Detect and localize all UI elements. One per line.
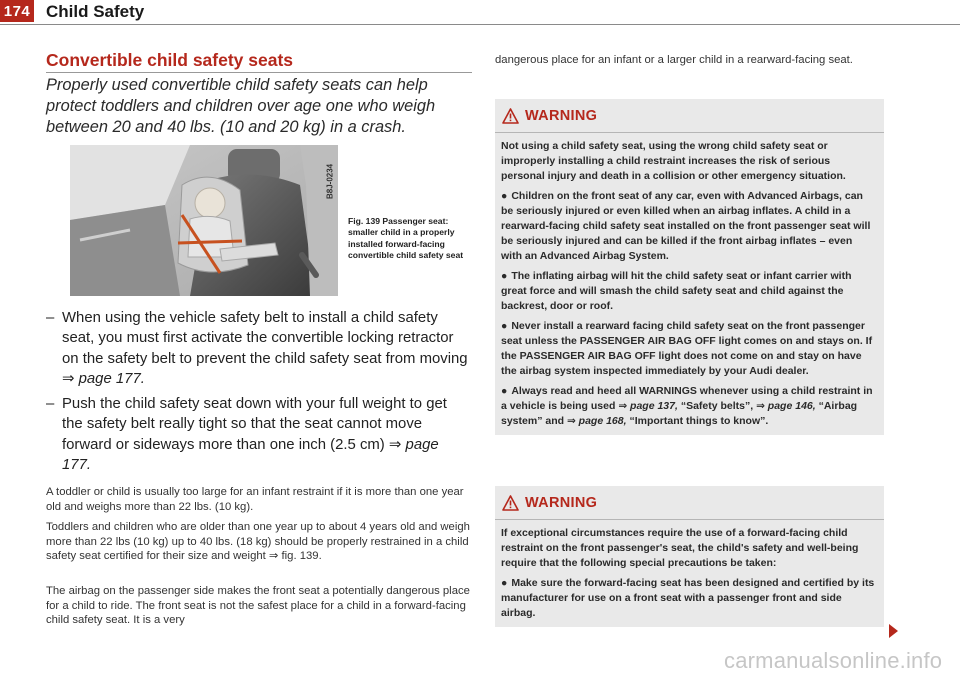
watermark: carmanualsonline.info bbox=[724, 648, 943, 673]
continue-arrow-icon bbox=[889, 624, 898, 638]
right-intro-paragraph: dangerous place for an infant or a larger child in a rearward-facing seat. bbox=[495, 54, 853, 66]
figure-caption: Fig. 139 Passenger seat: smaller child in a properly installed forward-facing convertible child safety seat bbox=[348, 216, 464, 260]
step-item bbox=[46, 308, 471, 390]
reference-title: “Safety belts”, bbox=[680, 400, 754, 412]
section-title: Convertible child safety seats bbox=[46, 50, 294, 70]
step-dash: – bbox=[46, 310, 55, 326]
reference-title: “Airbag system” and bbox=[501, 400, 858, 427]
warning-title: WARNING bbox=[525, 107, 598, 124]
bullet-icon: ● bbox=[501, 385, 508, 397]
page-reference-link[interactable]: ⇒ page 146, bbox=[756, 400, 816, 412]
warning-header bbox=[495, 486, 884, 520]
child-seat-illustration bbox=[70, 145, 338, 296]
step-text: When using the vehicle safety belt to install a child safety seat, you must first activate the convertible locking retractor on the safety belt to prevent the child safety seat from moving bbox=[62, 310, 468, 367]
warning-box bbox=[495, 99, 884, 435]
warning-triangle-icon bbox=[502, 495, 519, 511]
warning-bullet-text: Always read and heed all WARNINGS whenever using a child restraint in a vehicle is being used bbox=[501, 385, 873, 412]
header-rule bbox=[0, 24, 960, 25]
warning-bullet-text: Children on the front seat of any car, even with Advanced Airbags, can be seriously injured or even killed when an airbag inflates. A child in a rearward-facing child safety seat installed on the front passenger seat will be seriously injured and can be killed if the front airbag inflates – even with an Advanced Airbag System. bbox=[501, 190, 871, 262]
warning-paragraph: Not using a child safety seat, using the wrong child safety seat or improperly installing a child restraint increases the risk of serious personal injury and death in a collision or other emergency situation. bbox=[501, 140, 846, 182]
warning-body bbox=[495, 133, 884, 435]
page-reference-link[interactable]: ⇒ page 168, bbox=[566, 415, 627, 427]
page-number: 174 bbox=[0, 0, 34, 22]
body-paragraph: The airbag on the passenger side makes the front seat a potentially dangerous place for a child to ride. The front seat is not the safest place for a child in a forward-facing child safety seat. It is a very bbox=[46, 585, 470, 627]
section-intro: Properly used convertible child safety seats can help protect toddlers and children over age one who weigh between 20 and 40 lbs. (10 and 20 kg) in a crash. bbox=[46, 76, 436, 136]
body-paragraph: A toddler or child is usually too large for an infant restraint if it is more than one year old and weighs more than 22 lbs. (10 kg). bbox=[46, 486, 464, 513]
warning-box bbox=[495, 486, 884, 627]
warning-bullet-text: The inflating airbag will hit the child safety seat or infant carrier with great force and will smash the child safety seat and child against the backrest, door or roof. bbox=[501, 270, 852, 312]
warning-bullet bbox=[501, 319, 876, 379]
warning-bullet-text: Never install a rearward facing child safety seat on the front passenger seat unless the PASSENGER AIR BAG OFF light comes on and stays on. If the PASSENGER AIR BAG OFF light does not come on and stay on have the airbag system inspected immediately by your Audi dealer. bbox=[501, 320, 873, 377]
step-dash: – bbox=[46, 396, 55, 412]
section-rule bbox=[46, 72, 472, 73]
running-title: Child Safety bbox=[46, 2, 145, 21]
figure-code: B8J-0234 bbox=[325, 163, 335, 199]
body-paragraph: Toddlers and children who are older than one year up to about 4 years old and weigh more than 22 lbs (10 kg) up to 40 lbs. (18 kg) should be properly restrained in a child safety seat certified for their size and weight ⇒ fig. 139. bbox=[46, 521, 470, 563]
warning-bullet bbox=[501, 189, 876, 264]
reference-title: “Important things to know”. bbox=[629, 415, 769, 427]
warning-bullet bbox=[501, 384, 876, 429]
bullet-icon: ● bbox=[501, 190, 508, 202]
warning-paragraph: If exceptional circumstances require the use of a forward-facing child restraint on the front passenger's seat, the child's safety and well-being require that the following special precautions be taken: bbox=[501, 527, 859, 569]
bullet-icon: ● bbox=[501, 577, 508, 589]
warning-bullet bbox=[501, 576, 876, 621]
warning-title: WARNING bbox=[525, 494, 598, 511]
page-reference-link[interactable]: ⇒ page 177. bbox=[62, 436, 439, 474]
warning-body bbox=[495, 520, 884, 627]
bullet-icon: ● bbox=[501, 270, 508, 282]
figure-child-seat bbox=[70, 145, 338, 296]
bullet-icon: ● bbox=[501, 320, 508, 332]
warning-bullet-text: Make sure the forward-facing seat has been designed and certified by its manufacturer for use on a front seat with a passenger front and side airbag. bbox=[501, 577, 875, 619]
warning-header bbox=[495, 99, 884, 133]
page-reference-link[interactable]: ⇒ page 177. bbox=[62, 371, 145, 388]
warning-triangle-icon bbox=[502, 108, 519, 124]
warning-bullet bbox=[501, 269, 876, 314]
step-item bbox=[46, 394, 471, 476]
step-text: Push the child safety seat down with your full weight to get the safety belt really tight so that the seat cannot move forward or sideways more than one inch (2.5 cm) bbox=[62, 396, 447, 453]
page-reference-link[interactable]: ⇒ page 137, bbox=[618, 400, 678, 412]
